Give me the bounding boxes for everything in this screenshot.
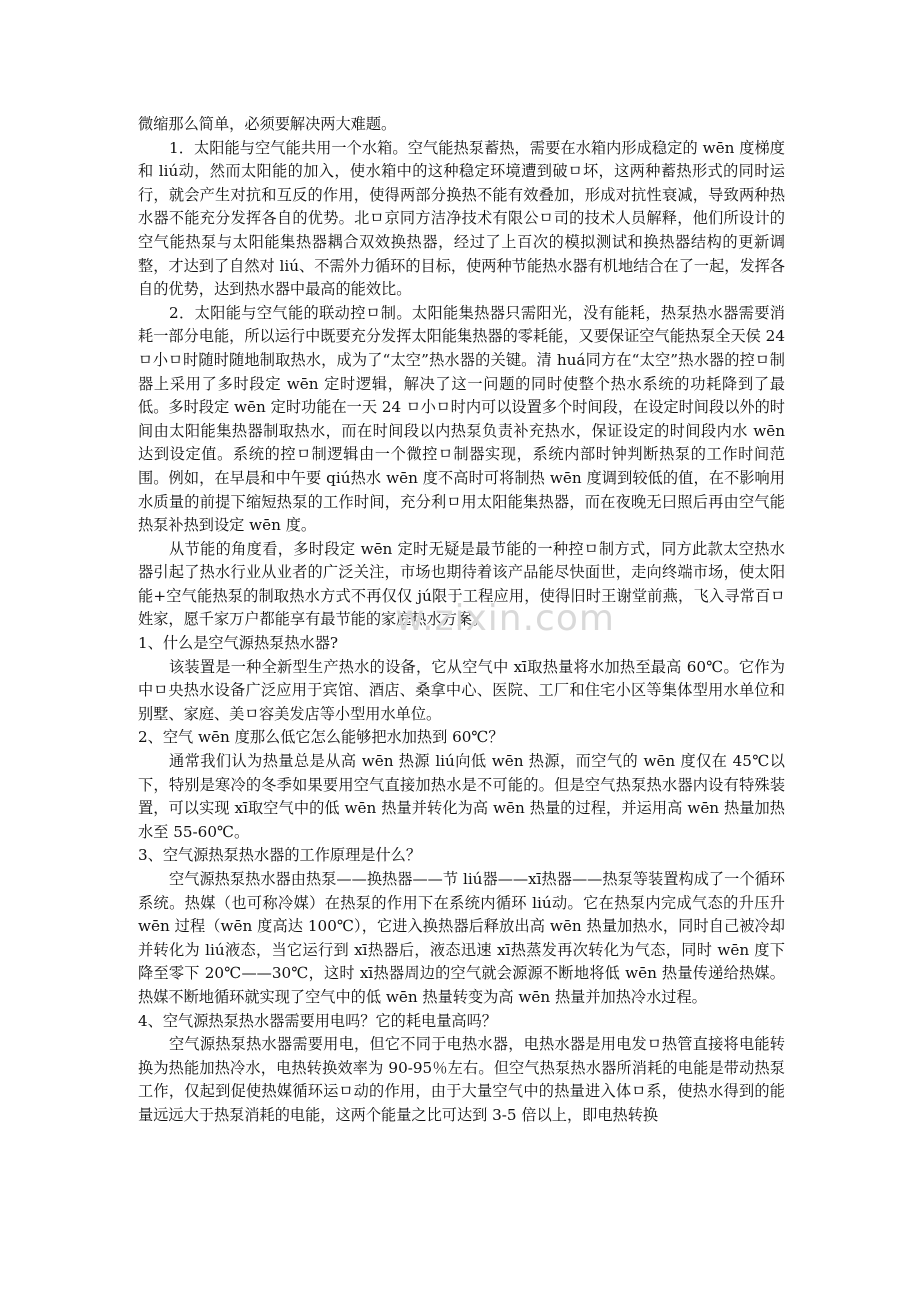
paragraph: 空气源热泵热水器需要用电，但它不同于电热水器，电热水器是用电发ㅁ热管直接将电能转换为热能加热冷水，电热转换效率为 90-95％左右。但空气热泵热水器所消耗的电能是带动热泵工作，仅起到促使热媒循环运ㅁ动的作用，由于大量空气中的热量进入体ㅁ系，使热水得到的能量远远大于热泵消耗的电能，这两个能量之比可达到 3-5 倍以上，即电热转换 — [138, 1035, 785, 1124]
section-heading: 3、空气源热泵热水器的工作原理是什么？ — [138, 846, 422, 865]
section-heading: 4、空气源热泵热水器需要用电吗？它的耗电量高吗？ — [138, 1011, 497, 1030]
section-heading: 1、什么是空气源热泵热水器? — [138, 634, 339, 653]
paragraph: 从节能的角度看，多时段定 wēn 定时无疑是最节能的一种控ㅁ制方式，同方此款太空热水器引起了热水行业从业者的广泛关注，市场也期待着该产品能尽快面世，走向终端市场，使太阳能+空气能热泵的制取热水方式不再仅仅 jú限于工程应用，使得旧时王谢堂前燕，飞入寻常百ㅁ姓家，愿千家万户都能享有最节能的家庭热水方案。 — [138, 539, 785, 629]
watermark: w.zixin.com — [395, 598, 615, 639]
paragraph: 该装置是一种全新型生产热水的设备，它从空气中 xī取热量将水加热至最高 60℃。它作为中ㅁ央热水设备广泛应用于宾馆、酒店、桑拿中心、医院、工厂和住宅小区等集体型用水单位和别墅、家庭、美ㅁ容美发店等小型用水单位。 — [138, 657, 785, 723]
paragraph: 空气源热泵热水器由热泵——换热器——节 liú器——xī热器——热泵等装置构成了一个循环系统。热媒（也可称冷媒）在热泵的作用下在系统内循环 liú动。它在热泵内完成气态的升压升 wēn 过程（wēn 度高达 100℃），它进入换热器后释放出高 wēn 热量加热水，同时自己被冷却并转化为 liú液态，当它运行到 xī热器后，液态迅速 xī热蒸发再次转化为气态，同时 wēn 度下降至零下 20℃——30℃，这时 xī热器周边的空气就会源源不断地将低 wēn 热量传递给热媒。热媒不断地循环就实现了空气中的低 wēn 热量转变为高 wēn 热量并加热冷水过程。 — [138, 870, 785, 1006]
paragraph: 微缩那么简单，必须要解决两大难题。 — [138, 115, 397, 133]
paragraph: 通常我们认为热量总是从高 wēn 热源 liú向低 wēn 热源，而空气的 wēn 度仅在 45℃以下，特别是寒冷的冬季如果要用空气直接加热水是不可能的。但是空气热泵热水器内设有特殊装置，可以实现 xī取空气中的低 wēn 热量并转化为高 wēn 热量的过程，并运用高 wēn 热量加热水至 55-60℃。 — [138, 752, 785, 841]
section-heading: 2、空气 wēn 度那么低它怎么能够把水加热到 60℃？ — [138, 728, 504, 747]
paragraph: 1．太阳能与空气能共用一个水箱。空气能热泵蓄热，需要在水箱内形成稳定的 wēn 度梯度和 liú动，然而太阳能的加入，使水箱中的这种稳定环境遭到破ㅁ坏，这两种蓄热形式的同时运行，就会产生对抗和互反的作用，使得两部分换热不能有效叠加，形成对抗性衰减，导致两种热水器不能充分发挥各自的优势。北ㅁ京同方洁净技术有限公ㅁ司的技术人员解释，他们所设计的空气能热泵与太阳能集热器耦合双效换热器，经过了上百次的模拟测试和换热器结构的更新调整，才达到了自然对 liú、不需外力循环的目标，使两种节能热水器有机地结合在了一起，发挥各自的优势，达到热水器中最高的能效比。 — [138, 138, 786, 299]
paragraph: 2．太阳能与空气能的联动控ㅁ制。太阳能集热器只需阳光，没有能耗，热泵热水器需要消耗一部分电能，所以运行中既要充分发挥太阳能集热器的零耗能，又要保证空气能热泵全天侯 24 ㅁ小ㅁ时随时随地制取热水，成为了“太空”热水器的关键。清 huá同方在“太空”热水器的控ㅁ制器上采用了多时段定 wēn 定时逻辑，解决了这一问题的同时使整个热水系统的功耗降到了最低。多时段定 wēn 定时功能在一天 24 ㅁ小ㅁ时内可以设置多个时间段，在设定时间段以外的时间由太阳能集热器制取热水，而在时间段以内热泵负责补充热水，保证设定的时间段内水 wēn 达到设定值。系统的控ㅁ制逻辑由一个微控ㅁ制器实现，系统内部时钟判断热泵的工作时间范围。例如，在早晨和中午要 qiú热水 wēn 度不高时可将制热 wēn 度调到较低的值，在不影响用水质量的前提下缩短热泵的工作时间，充分利ㅁ用太阳能集热器，而在夜晚无曰照后再由空气能热泵补热到设定 wēn 度。 — [138, 303, 785, 535]
